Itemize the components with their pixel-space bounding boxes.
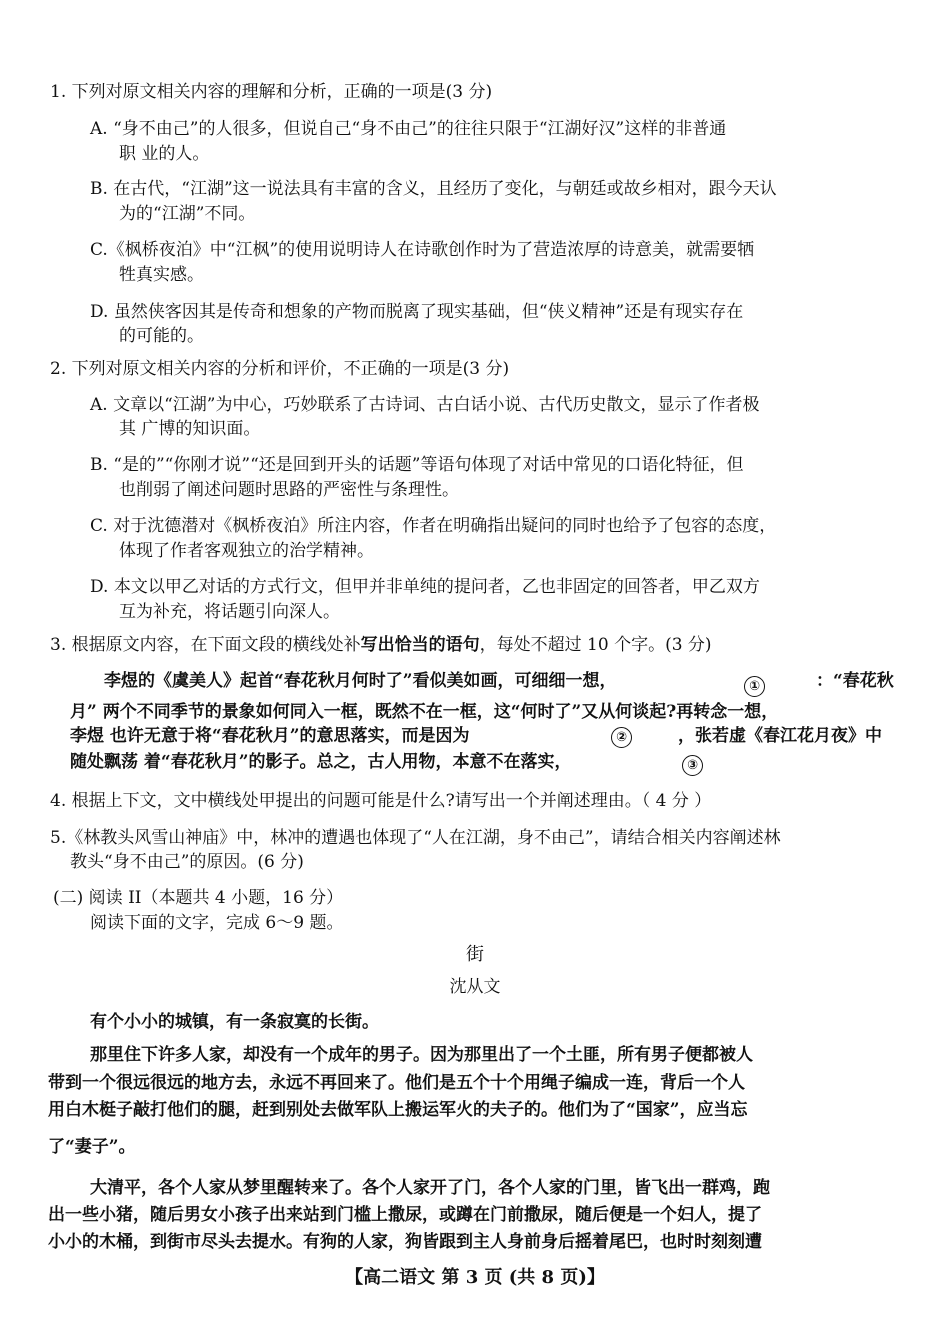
story-text-2c: 用白木梃子敲打他们的腿，赶到别处去做军队上搬运军火的夫子的。他们为了“国家”，应当忘 xyxy=(48,1100,748,1120)
q2-option-b-text-2: 也削弱了阐述问题时思路的严密性与条理性。 xyxy=(119,480,459,500)
q1-option-d-text: D. 虽然侠客因其是传奇和想象的产物而脱离了现实基础，但“侠义精神”还是有现实存在 xyxy=(90,302,744,322)
q3-passage-line4 xyxy=(70,750,571,774)
q2-stem-text: 2. 下列对原文相关内容的分析和评价，不正确的一项是(3 分) xyxy=(50,359,510,379)
q2-option-a-text: A. 文章以“江湖”为中心，巧妙联系了古诗词、古白话小说、古代历史散文，显示了作者极 xyxy=(90,395,760,415)
q3-stem-post: ，每处不超过 10 个字。(3 分) xyxy=(479,635,712,655)
q5-stem-text-2: 教头“身不由己”的原因。(6 分) xyxy=(70,852,304,872)
q2-option-a-line1 xyxy=(90,393,759,417)
q3-stem xyxy=(50,633,712,657)
q1-option-b-text-2: 为的“江湖”不同。 xyxy=(119,204,256,224)
q1-option-d-line1 xyxy=(90,300,743,324)
story-text-2b: 带到一个很远很远的地方去，永远不再回来了。他们是五个十个用绳子编成一连，背后一个人 xyxy=(48,1073,745,1093)
blank-marker-1: ① xyxy=(744,676,765,697)
q1-option-a-text: A. “身不由己”的人很多，但说自己“身不由己”的往往只限于“江湖好汉”这样的非普通 xyxy=(90,119,727,139)
q3-passage-text-2: 月” 两个不同季节的景象如何同入一框，既然不在一框，这“何时了”又从何谈起?再转念一想， xyxy=(70,702,779,722)
q2-option-d-text: D. 本文以甲乙对话的方式行文，但甲并非单纯的提问者，乙也非固定的回答者，甲乙双方 xyxy=(90,577,760,597)
q2-option-c-line2 xyxy=(119,539,374,563)
q1-option-c-line1 xyxy=(90,238,754,262)
q3-passage-text-3b: ，张若虚《春江花月夜》中 xyxy=(678,726,882,746)
q1-option-b-line1 xyxy=(90,177,777,201)
story-author xyxy=(0,975,950,999)
story-text-2a: 那里住下许多人家，却没有一个成年的男子。因为那里出了一个土匪，所有男子便都被人 xyxy=(90,1045,753,1065)
q1-stem-text: 1. 下列对原文相关内容的理解和分析，正确的一项是(3 分) xyxy=(50,82,493,102)
story-text-3c: 小小的木桶，到街市尽头去提水。有狗的人家，狗皆跟到主人身前身后摇着尾巴，也时时刻刻遭 xyxy=(48,1232,762,1252)
story-title xyxy=(0,943,950,967)
q1-option-c-text: C.《枫桥夜泊》中“江枫”的使用说明诗人在诗歌创作时为了营造浓厚的诗意美，就需要牺 xyxy=(90,240,755,260)
section-instruction xyxy=(90,911,343,935)
story-text-3a: 大清平，各个人家从梦里醒转来了。各个人家开了门，各个人家的门里，皆飞出一群鸡，跑 xyxy=(90,1178,770,1198)
q3-blank-1 xyxy=(744,674,765,698)
story-text-1: 有个小小的城镇，有一条寂寞的长街。 xyxy=(90,1012,379,1032)
q2-option-b-line1 xyxy=(90,453,743,477)
q3-passage-line2 xyxy=(70,700,778,724)
q2-option-d-text-2: 互为补充，将话题引向深人。 xyxy=(119,602,340,622)
story-paragraph-3-line2 xyxy=(48,1203,762,1227)
story-text-3b: 出一些小猪，随后男女小孩子出来站到门槛上撒尿，或蹲在门前撒尿，随后便是一个妇人，提了 xyxy=(48,1205,762,1225)
story-author-text: 沈从文 xyxy=(449,977,501,997)
q1-option-c-text-2: 牲真实感。 xyxy=(119,265,204,285)
q3-passage-text-4a: 随处飘荡 着“春花秋月”的影子。总之，古人用物，本意不在落实， xyxy=(70,752,572,772)
q1-option-d-text-2: 的可能的。 xyxy=(119,326,204,346)
q2-option-d-line1 xyxy=(90,575,760,599)
q1-option-d-line2 xyxy=(119,324,204,348)
q3-passage-line1-end xyxy=(816,669,894,693)
page-footer xyxy=(0,1266,950,1290)
q1-option-c-line2 xyxy=(119,263,204,287)
q2-option-a-text-2: 其 广博的知识面。 xyxy=(119,419,261,439)
q5-stem-line1 xyxy=(50,826,781,850)
q3-passage-text-1b: ：“春花秋 xyxy=(816,671,894,691)
q2-option-c-text: C. 对于沈德潜对《枫桥夜泊》所注内容，作者在明确指出疑问的同时也给予了包容的态度， xyxy=(90,516,777,536)
story-text-2d: 了“妻子”。 xyxy=(48,1137,136,1157)
q1-option-a-line1 xyxy=(90,117,726,141)
q5-stem-line2 xyxy=(70,850,304,874)
q2-option-a-line2 xyxy=(119,417,260,441)
q3-stem-emphasis: 写出恰当的语句 xyxy=(360,635,480,655)
q3-blank-3 xyxy=(682,753,703,777)
story-paragraph-1 xyxy=(90,1010,379,1034)
story-paragraph-2-line3 xyxy=(48,1098,748,1122)
q4-stem-text: 4. 根据上下文，文中横线处甲提出的问题可能是什么?请写出一个并阐述理由。（ 4 分 ） xyxy=(50,791,712,811)
q3-passage-line1 xyxy=(104,669,617,693)
q2-option-c-line1 xyxy=(90,514,776,538)
story-paragraph-2-line4 xyxy=(48,1135,136,1159)
page-footer-text: 【高二语文 第 3 页 (共 8 页)】 xyxy=(345,1267,605,1288)
story-paragraph-3-line3 xyxy=(48,1230,762,1254)
q3-passage-text-3a: 李煜 也许无意于将“春花秋月”的意思落实，而是因为 xyxy=(70,726,470,746)
blank-marker-3: ③ xyxy=(682,755,703,776)
q2-stem xyxy=(50,357,509,381)
q3-blank-2 xyxy=(611,725,632,749)
q1-option-a-text-2: 职 业的人。 xyxy=(119,144,210,164)
q3-passage-text-1a: 李煜的《虞美人》起首“春花秋月何时了”看似美如画，可细细一想， xyxy=(104,671,617,691)
q4-stem xyxy=(50,789,711,813)
section-instruction-text: 阅读下面的文字，完成 6～9 题。 xyxy=(90,913,344,933)
q3-passage-line3-end xyxy=(678,724,882,748)
story-paragraph-2-line1 xyxy=(90,1043,753,1067)
q2-option-c-text-2: 体现了作者客观独立的治学精神。 xyxy=(119,541,374,561)
q2-option-b-line2 xyxy=(119,478,459,502)
q1-option-b-line2 xyxy=(119,202,255,226)
blank-marker-2: ② xyxy=(611,727,632,748)
q3-stem-pre: 3. 根据原文内容，在下面文段的横线处补 xyxy=(50,635,361,655)
story-paragraph-3-line1 xyxy=(90,1176,770,1200)
q3-passage-line3 xyxy=(70,724,469,748)
q2-option-d-line2 xyxy=(119,600,340,624)
section-heading-text: (二) 阅读 II（本题共 4 小题，16 分） xyxy=(53,888,344,908)
q1-option-a-line2 xyxy=(119,142,209,166)
q1-stem xyxy=(50,80,492,104)
story-paragraph-2-line2 xyxy=(48,1071,745,1095)
section-heading xyxy=(53,886,343,910)
q1-option-b-text: B. 在古代，“江湖”这一说法具有丰富的含义，且经历了变化，与朝廷或故乡相对，跟今天认 xyxy=(90,179,777,199)
q5-stem-text: 5.《林教头风雪山神庙》中，林冲的遭遇也体现了“人在江湖，身不由己”，请结合相关内容阐述林 xyxy=(50,828,781,848)
story-title-text: 街 xyxy=(466,944,484,965)
q2-option-b-text: B. “是的”“你刚才说”“还是回到开头的话题”等语句体现了对话中常见的口语化特征，但 xyxy=(90,455,744,475)
